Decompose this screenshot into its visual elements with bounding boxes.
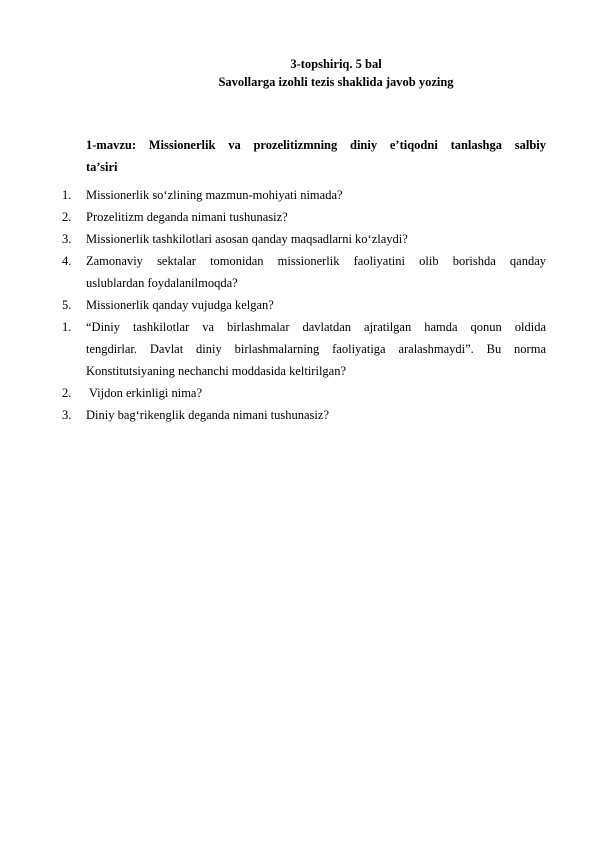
item-text: Missionerlik tashkilotlari asosan qanday maqsadlarni ko‘zlaydi? (86, 232, 408, 246)
item-text: Missionerlik so‘zlining mazmun-mohiyati nimada? (86, 188, 343, 202)
item-number: 2. (62, 210, 72, 224)
topic-heading (86, 134, 546, 178)
assignment-subtitle: Savollarga izohli tezis shaklida javob yozing (218, 75, 454, 89)
assignment-title: 3-topshiriq. 5 bal (290, 57, 382, 71)
item-number: 1. (62, 188, 72, 202)
item-number: 3. (62, 232, 72, 246)
topic-heading-line: 1-mavzu: Missionerlik va prozelitizmning diniy e’tiqodni tanlashga salbiy (86, 138, 546, 152)
item-number: 3. (62, 408, 72, 422)
item-text (86, 316, 546, 382)
item-text: Missionerlik qanday vujudga kelgan? (86, 298, 274, 312)
item-number: 4. (62, 254, 72, 268)
item-text (86, 250, 546, 294)
item-text-line: Konstitutsiyaning nechanchi moddasida keltirilgan? (86, 364, 347, 378)
item-text-line: “Diniy tashkilotlar va birlashmalar davlatdan ajratilgan hamda qonun oldida (86, 320, 546, 334)
topic-heading-line: ta’siri (86, 160, 118, 174)
item-text-line: tengdirlar. Davlat diniy birlashmalarning faoliyatiga aralashmaydi”. Bu norma (86, 342, 546, 356)
item-text: Prozelitizm deganda nimani tushunasiz? (86, 210, 288, 224)
item-text: Vijdon erkinligi nima? (86, 386, 203, 400)
item-number: 5. (62, 298, 72, 312)
item-text-line: uslublardan foydalanilmoqda? (86, 276, 238, 290)
item-text: Diniy bag‘rikenglik deganda nimani tushunasiz? (86, 408, 329, 422)
item-number: 1. (62, 320, 72, 334)
item-text-line: Zamonaviy sektalar tomonidan missionerlik faoliyatini olib borishda qanday (86, 254, 546, 268)
item-number: 2. (62, 386, 72, 400)
